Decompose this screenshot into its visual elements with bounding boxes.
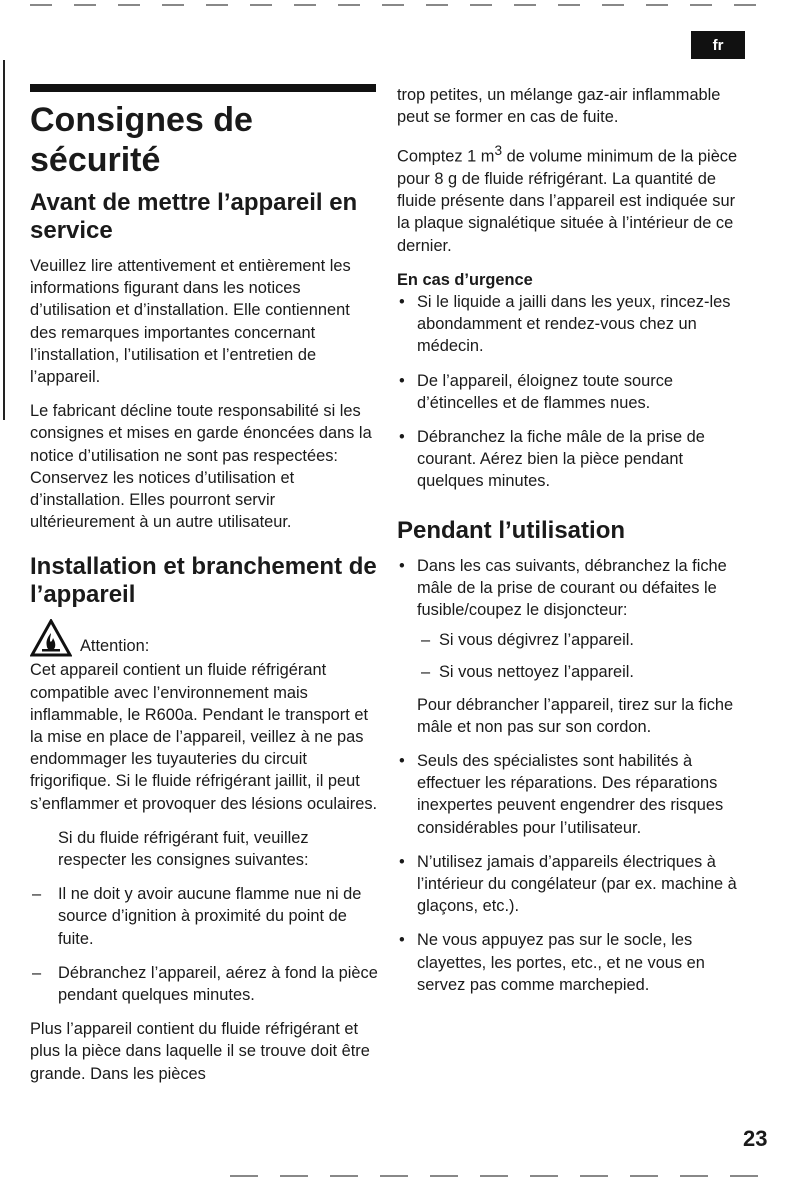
leak-instructions-list [30,883,378,1006]
list-item: • Débranchez la fiche mâle de la prise de courant. Aérez bien la pièce pendant quelques minutes. [397,426,747,493]
emergency-list [397,291,747,493]
language-tab: fr [691,31,745,59]
list-item: – Si vous dégivrez l’appareil. [417,629,747,651]
list-item: • Ne vous appuyez pas sur le socle, les clayettes, les portes, etc., et ne vous en servez pas comme marchepied. [397,929,747,996]
usage-list [397,555,747,996]
section-heading-installation: Installation et branchement de l’appareil [30,553,377,609]
paragraph-if-leak: Si du fluide réfrigérant fuit, veuillez respecter les consignes suivantes: [58,828,309,870]
attention-line [30,619,378,657]
emergency-heading: En cas d’urgence [397,270,533,289]
paragraph-volume-rule: Comptez 1 $m^3$ de volume minimum de la pièce pour 8 g de fluide réfrigérant. La quantité de fluide présente dans l’appareil est indiquée sur la plaque signalétique située à l’intérieur de ce dernier. [397,143,738,255]
left-column [30,84,378,1085]
paragraph-refrigerant: Cet appareil contient un fluide réfrigérant compatible avec l’environnement mais inflammable, le R600a. Pendant le transport et la mise en place de l’appareil, veillez à ne pas endommager les tuyauteries du circuit frigorifique. Si le fluide réfrigérant jaillit, il peut s’enflammer et provoquer des lésions oculaires. [30,661,378,813]
list-item: • Seuls des spécialistes sont habilités à effectuer les réparations. Des réparations inexpertes peuvent engendrer des risques considérables pour l’utilisateur. [397,750,747,839]
list-item: • Dans les cas suivants, débranchez la fiche mâle de la prise de courant ou défaites le fusible/coupez le disjoncteur: – Si vous dégivrez l’appareil. – Si vous nettoyez l’appareil. Pour débrancher l’appareil, tirez sur la fiche mâle et non pas sur son cordon. [397,555,747,738]
right-column [397,84,747,1008]
list-item: • Si le liquide a jailli dans les yeux, rincez-les abondamment et rendez-vous chez un médecin. [397,291,747,358]
title-rule [30,84,376,92]
paragraph-liability: Le fabricant décline toute responsabilité si les consignes et mises en garde énoncées dans la notice d’utilisation ne sont pas respectées: [30,402,372,465]
paragraph-room-size: Plus l’appareil contient du fluide réfrigérant et plus la pièce dans laquelle il se trouve doit être grande. Dans les pièces [30,1020,370,1083]
unplug-note: Pour débrancher l’appareil, tirez sur la fiche mâle et non pas sur son cordon. [417,695,734,736]
section-heading-during-use: Pendant l’utilisation [397,516,626,544]
attention-label: Attention: [80,637,150,656]
paragraph-read-notices: Veuillez lire attentivement et entièrement les informations figurant dans les notices d’utilisation et d’installation. Elle contiennent des remarques importantes concernant l’installation, l’utilisation et l’entretien de l’appareil. [30,257,351,387]
section-heading-before-use: Avant de mettre l’appareil en service [30,189,358,244]
list-item: • N’utilisez jamais d’appareils électriques à l’intérieur du congélateur (par ex. machine à glaçons, etc.). [397,851,747,918]
scan-top-edge [30,4,773,6]
scan-left-rule [3,60,5,420]
flammable-warning-icon [30,619,72,657]
list-item: – Débranchez l’appareil, aérez à fond la pièce pendant quelques minutes. [30,962,378,1006]
paragraph-gas-air-mixture: trop petites, un mélange gaz-air inflammable peut se former en cas de fuite. [397,86,721,127]
list-item: – Il ne doit y avoir aucune flamme nue ni de source d’ignition à proximité du point de fuite. [30,883,378,950]
scan-bottom-edge [230,1175,773,1177]
usage-sub-list [417,629,747,683]
list-item: • De l’appareil, éloignez toute source d’étincelles et de flammes nues. [397,370,747,414]
page-title: Consignes de sécurité [30,101,253,179]
paragraph-keep-notices: Conservez les notices d’utilisation et d’installation. Elles pourront servir ultérieurement à un autre utilisateur. [30,468,295,532]
list-item: – Si vous nettoyez l’appareil. [417,661,747,683]
page-number: 23 [743,1126,768,1151]
